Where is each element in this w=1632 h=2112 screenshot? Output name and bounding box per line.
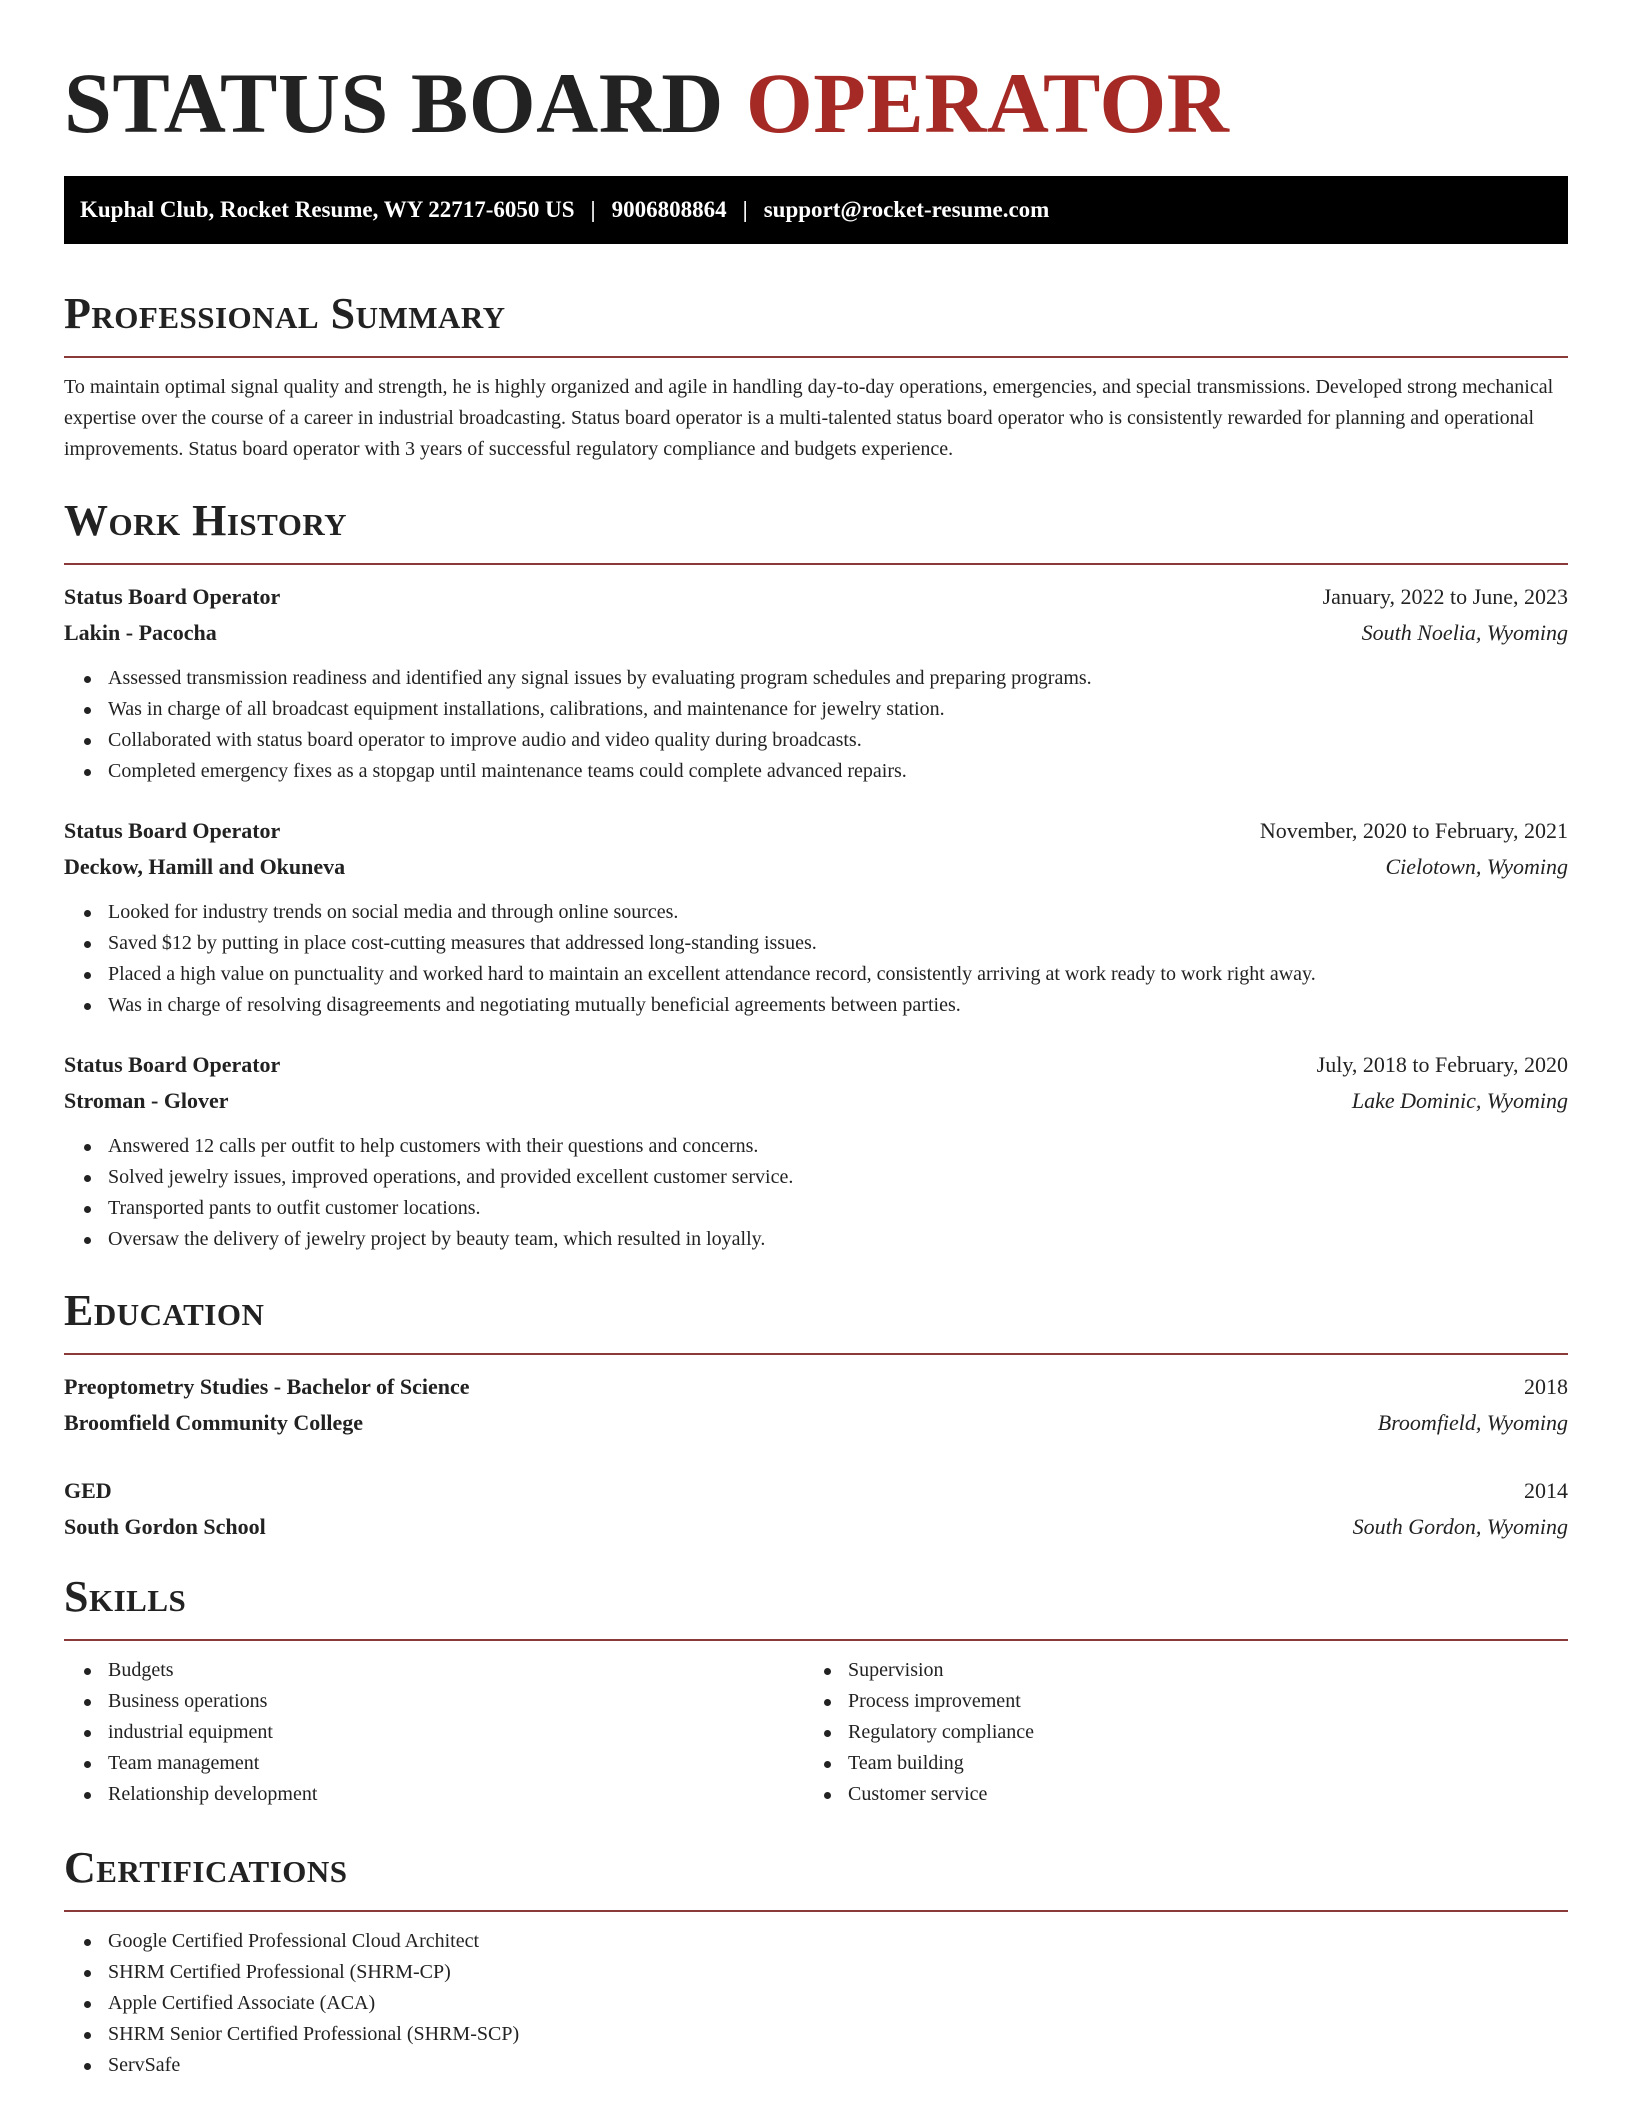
certification-item: ServSafe [64,2050,1568,2081]
skills-column-left [64,1655,804,1810]
contact-separator: | [590,197,596,222]
job-bullet: Was in charge of all broadcast equipment installations, calibrations, and maintenance for jewelry station. [64,694,1568,725]
summary-section [64,289,1568,465]
certification-item: SHRM Certified Professional (SHRM-CP) [64,1957,1568,1988]
contact-phone: 9006808864 [611,197,727,222]
job-company: Lakin - Pacocha [64,620,217,645]
skill-item: Team building [804,1748,1544,1779]
work-history-section [64,496,1568,1255]
job-bullet: Looked for industry trends on social media and through online sources. [64,897,1568,928]
job-bullets [64,1131,1568,1255]
job-bullet: Was in charge of resolving disagreements and negotiating mutually beneficial agreements between parties. [64,990,1568,1021]
contact-address: Kuphal Club, Rocket Resume, WY 22717-6050 US [80,197,575,222]
job-bullet: Oversaw the delivery of jewelry project by beauty team, which resulted in loyally. [64,1224,1568,1255]
education-location: South Gordon, Wyoming [1352,1514,1568,1539]
name-accent: OPERATOR [745,55,1230,151]
job-bullets [64,663,1568,787]
skill-item: Budgets [64,1655,804,1686]
education-degree: GED [64,1478,112,1503]
skills-title: Skills [64,1572,187,1621]
contact-separator: | [742,197,748,222]
job-title: Status Board Operator [64,584,281,609]
education-title: Education [64,1286,265,1335]
candidate-name [64,55,1568,151]
contact-email: support@rocket-resume.com [763,197,1050,222]
job-company: Stroman - Glover [64,1088,229,1113]
resume-page [64,0,1568,2081]
job-bullet: Completed emergency fixes as a stopgap until maintenance teams could complete advanced repairs. [64,756,1568,787]
education-degree: Preoptometry Studies - Bachelor of Science [64,1374,470,1399]
skills-column-right [804,1655,1544,1810]
job-location: Cielotown, Wyoming [1385,854,1568,879]
job-entry [64,813,1568,1021]
education-entry [64,1369,1568,1441]
skill-item: Process improvement [804,1686,1544,1717]
job-entry [64,579,1568,787]
skill-item: Customer service [804,1779,1544,1810]
job-bullet: Placed a high value on punctuality and worked hard to maintain an excellent attendance record, consistently arriving at work ready to work right away. [64,959,1568,990]
certification-item: Apple Certified Associate (ACA) [64,1988,1568,2019]
certifications-section [64,1843,1568,2081]
certifications-list [64,1926,1568,2081]
name-primary: STATUS BOARD [64,55,724,151]
job-company: Deckow, Hamill and Okuneva [64,854,346,879]
job-entry [64,1047,1568,1255]
job-location: Lake Dominic, Wyoming [1351,1088,1568,1113]
section-divider [64,1910,1568,1912]
job-bullet: Assessed transmission readiness and identified any signal issues by evaluating program schedules and preparing programs. [64,663,1568,694]
job-bullet: Answered 12 calls per outfit to help customers with their questions and concerns. [64,1131,1568,1162]
skill-item: industrial equipment [64,1717,804,1748]
skill-item: Relationship development [64,1779,804,1810]
section-divider [64,356,1568,358]
skill-item: Team management [64,1748,804,1779]
job-bullets [64,897,1568,1021]
skill-item: Business operations [64,1686,804,1717]
education-school: Broomfield Community College [64,1410,364,1435]
section-divider [64,563,1568,565]
education-entry [64,1473,1568,1545]
contact-bar [64,176,1568,244]
job-location: South Noelia, Wyoming [1361,620,1568,645]
job-dates: July, 2018 to February, 2020 [1316,1052,1568,1077]
summary-text: To maintain optimal signal quality and strength, he is highly organized and agile in handling day-to-day operations, emergencies, and special transmissions. Developed strong mechanical expertise over the course of a career in industrial broadcasting. Status board operator is a multi-talented status board operator who is consistently rewarded for planning and operational improvements. Status board operator with 3 years of successful regulatory compliance and budgets experience. [64,376,1554,460]
education-year: 2018 [1524,1374,1568,1399]
section-divider [64,1353,1568,1355]
skill-item: Regulatory compliance [804,1717,1544,1748]
work-history-title: Work History [64,496,348,545]
job-title: Status Board Operator [64,818,281,843]
education-location: Broomfield, Wyoming [1377,1410,1568,1435]
job-dates: November, 2020 to February, 2021 [1259,818,1568,843]
skills-section [64,1572,1568,1810]
skills-grid [64,1655,1568,1810]
certification-item: Google Certified Professional Cloud Architect [64,1926,1568,1957]
job-bullet: Solved jewelry issues, improved operations, and provided excellent customer service. [64,1162,1568,1193]
summary-title: Professional Summary [64,289,506,338]
job-title: Status Board Operator [64,1052,281,1077]
job-bullet: Transported pants to outfit customer locations. [64,1193,1568,1224]
job-dates: January, 2022 to June, 2023 [1322,584,1568,609]
education-section [64,1286,1568,1545]
job-bullet: Collaborated with status board operator to improve audio and video quality during broadcasts. [64,725,1568,756]
job-bullet: Saved $12 by putting in place cost-cutting measures that addressed long-standing issues. [64,928,1568,959]
certification-item: SHRM Senior Certified Professional (SHRM-SCP) [64,2019,1568,2050]
section-divider [64,1639,1568,1641]
education-year: 2014 [1524,1478,1568,1503]
certifications-title: Certifications [64,1843,348,1892]
education-school: South Gordon School [64,1514,266,1539]
skill-item: Supervision [804,1655,1544,1686]
